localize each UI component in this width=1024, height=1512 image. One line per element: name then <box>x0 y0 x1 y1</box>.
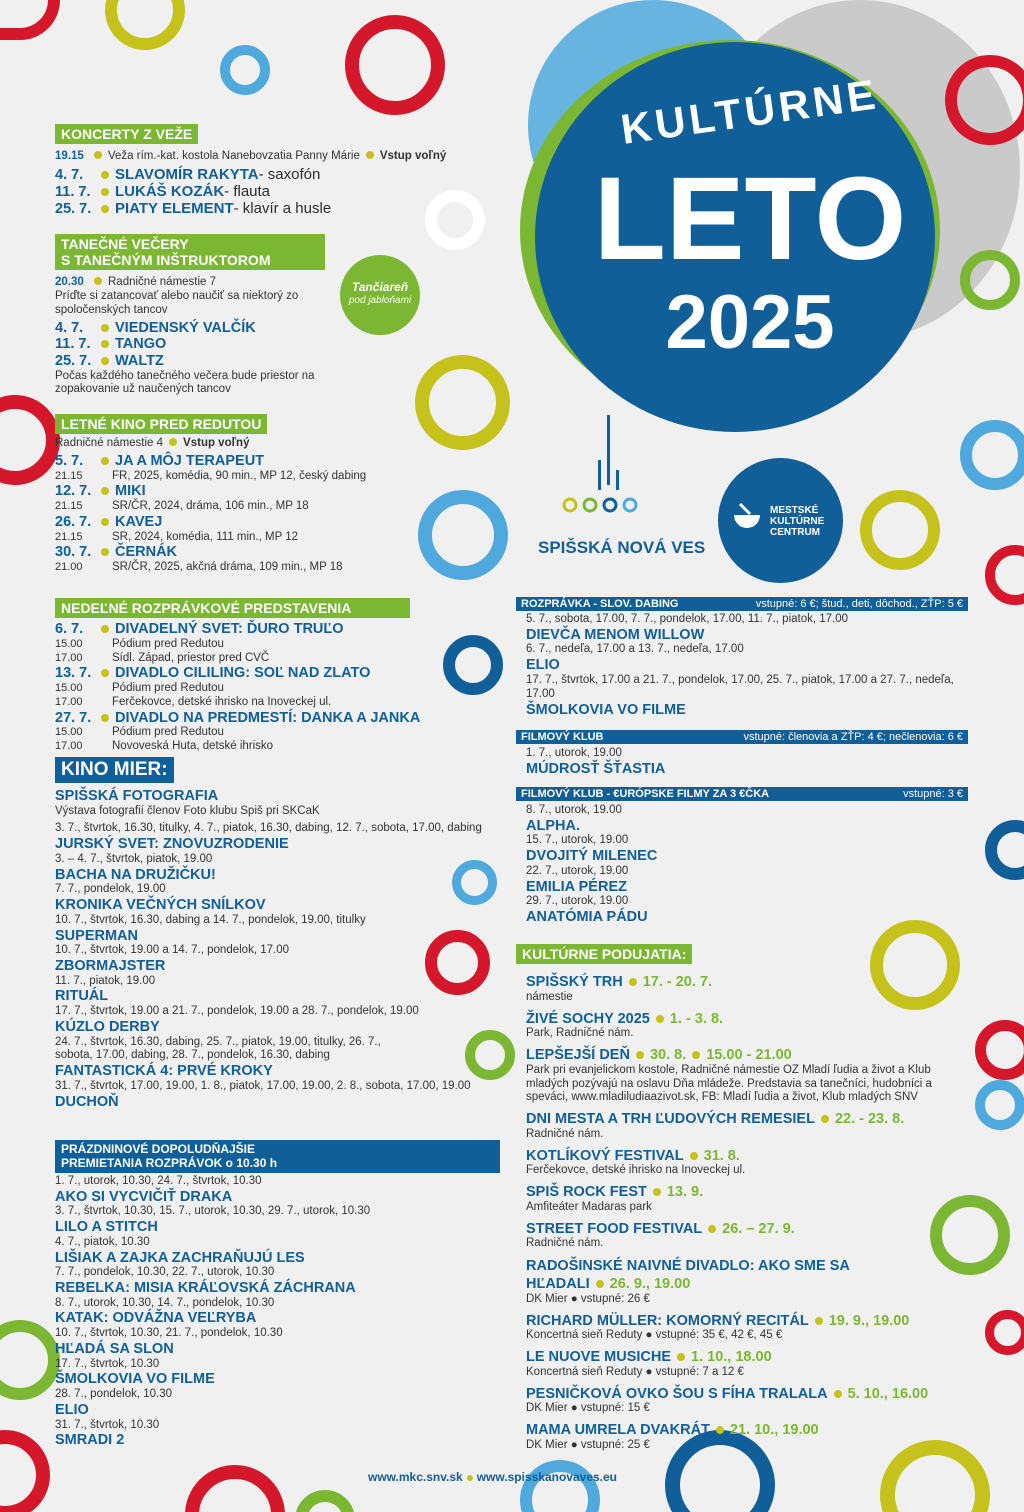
rozpravka-title: HĽADÁ SA SLON <box>55 1340 174 1357</box>
event-name: MAMA UMRELA DVAKRÁT <box>526 1422 710 1439</box>
rozpravka-info: 10. 7., štvrtok, 10.30, 21. 7., pondelok, 10.30 <box>55 1327 283 1340</box>
rozpravka-info: 17. 7., štvrtok, 10.30 <box>55 1357 160 1370</box>
film-date: 5. 7. <box>55 452 84 469</box>
section-tanecne <box>55 234 345 397</box>
kino-mier-title: DUCHOŇ <box>55 1093 119 1110</box>
koncert-inst: - klavír a husle <box>233 200 332 218</box>
event-date: 30. 8. <box>649 1047 687 1064</box>
nedelne-place: Ferčekovce, detské ihrisko na Inoveckej ul. <box>112 695 332 708</box>
film-info: SR/ČR, 2024, dráma, 106 min., MP 18 <box>112 500 309 513</box>
event-date: 26. – 27. 9. <box>722 1220 795 1237</box>
deco-ring <box>985 545 1024 605</box>
nedelne-date: 13. 7. <box>55 665 92 682</box>
rozpravka-info: 7. 7., pondelok, 10.30, 22. 7., utorok, 10.30 <box>55 1266 275 1279</box>
nedelne-place: Sídl. Západ, priestor pred CVČ <box>112 651 270 664</box>
tanecne-desc: Príďte si zatancovať alebo naučiť sa niektorý zo spoločenských tancov <box>55 289 299 316</box>
title-kulturne: KULTÚRNE <box>617 70 882 153</box>
rozpravka-title: KATAK: ODVÁŽNA VEĽRYBA <box>55 1310 257 1327</box>
event-date: 13. 9. <box>666 1184 704 1201</box>
kino-mier-info: 24. 7., štvrtok, 16.30, dabing, 25. 7., piatok, 19.00, titulky, 26. 7., sobota, 17.00, dabing, 28. 7., pondelok, 16.30, dabing <box>55 1035 381 1062</box>
footer-web1[interactable]: www.mkc.snv.sk <box>368 1470 463 1484</box>
rozpravka-info: 28. 7., pondelok, 10.30 <box>55 1388 173 1401</box>
nedelne-place: Novoveská Huta, detské ihrisko <box>112 740 274 753</box>
koncert-date: 4. 7. <box>55 166 84 183</box>
nedelne-place: Pódium pred Redutou <box>112 682 224 695</box>
tanecne-header1: TANEČNÉ VEČERY <box>61 236 189 252</box>
title-year: 2025 <box>665 280 835 365</box>
prazdninove-header <box>55 1140 500 1173</box>
event-name: LE NUOVE MUSICHE <box>526 1349 672 1366</box>
kino-mier-info: 17. 7., štvrtok, 19.00 a 21. 7., pondelok, 19.00 a 28. 7., pondelok, 19.00 <box>55 1005 419 1018</box>
kino-mier-title: JURSKÝ SVET: ZNOVUZRODENIE <box>55 836 289 853</box>
event-info: Park pri evanjelickom kostole, Radničné námestie OZ Mladí ľudia a život a Klub mladých pozývajú na oslavu Dňa mládeže. Predstavia sa tanečníci, hudobníci a speváci, www.mladiludiaazivot.sk, FB: Mladí ľudia a život, Klub mladých SNV <box>526 1063 932 1104</box>
nedelne-date: 27. 7. <box>55 709 92 726</box>
event-date: 1. 10., 18.00 <box>691 1349 772 1366</box>
deco-ring <box>0 0 60 40</box>
rozpravka-title: LIŠIAK A ZAJKA ZACHRAŇUJÚ LES <box>55 1249 305 1266</box>
tanec-date: 4. 7. <box>55 319 84 336</box>
section-kino-mier <box>55 757 505 1110</box>
koncert-inst: - saxofón <box>258 165 321 183</box>
event-time: 15.00 - 21.00 <box>706 1047 792 1064</box>
prazdninove-header1: PRÁZDNINOVÉ DOPOLUDŇAJŠIE <box>61 1142 256 1156</box>
event-info: Amfiteáter Madaras park <box>526 1200 652 1213</box>
nedelne-place: Pódium pred Redutou <box>112 637 224 650</box>
rozpravka-header: ROZPRÁVKA - SLOV. DABING <box>521 598 679 610</box>
tanec-date: 25. 7. <box>55 352 92 369</box>
event-name: SPIŠ ROCK FEST <box>526 1184 647 1201</box>
tanec-date: 11. 7. <box>55 336 91 353</box>
event-name: KOTLÍKOVÝ FESTIVAL <box>526 1147 684 1164</box>
kino-mier-title: SPIŠSKÁ FOTOGRAFIA <box>55 787 219 804</box>
nedelne-time: 17.00 <box>55 740 83 753</box>
nedelne-time: 17.00 <box>55 695 83 708</box>
filmovy-eu-dates: 29. 7., utorok, 19.00 <box>526 895 629 908</box>
kino-mier-title: SUPERMAN <box>55 927 138 944</box>
deco-ring <box>860 490 940 570</box>
filmovy-eu-dates: 15. 7., utorok, 19.00 <box>526 834 629 847</box>
film-time: 21.15 <box>55 530 83 543</box>
kino-mier-title: KÚZLO DERBY <box>55 1018 160 1035</box>
nedelne-name: DIVADLO CILILING: SOĽ NAD ZLATO <box>115 665 371 682</box>
event-info: Radničné nám. <box>526 1237 604 1250</box>
nedelne-time: 15.00 <box>55 637 83 650</box>
filmovy-eu-film: DVOJITÝ MILENEC <box>526 848 658 865</box>
kino-mier-header: KINO MIER: <box>55 757 174 783</box>
prazdninove-header2: PREMIETANIA ROZPRÁVOK o 10.30 h <box>61 1156 278 1171</box>
deco-ring <box>985 1310 1024 1355</box>
rozpravka-info: 8. 7., utorok, 10.30, 14. 7., pondelok, 10.30 <box>55 1296 275 1309</box>
event-info: Koncertná sieň Reduty ● vstupné: 7 a 12 € <box>526 1365 744 1378</box>
kino-mier-title: KRONIKA VEČNÝCH SNÍLKOV <box>55 897 266 914</box>
koncert-name: LUKÁŠ KOZÁK <box>115 183 225 201</box>
tanciaren-line2: pod jabloňami <box>348 295 412 306</box>
mkc-icon <box>732 500 762 530</box>
kino-mier-info: 10. 7., štvrtok, 19.00 a 14. 7., pondelok, 17.00 <box>55 944 289 957</box>
deco-ring <box>985 820 1024 880</box>
tanecne-header2: S TANEČNÝM INŠTRUKTOROM <box>61 252 271 269</box>
rozpravka-info: 3. 7., štvrtok, 10.30, 15. 7., utorok, 10.30, 29. 7., utorok, 10.30 <box>55 1205 371 1218</box>
koncert-date: 25. 7. <box>55 201 92 218</box>
nedelne-place: Pódium pred Redutou <box>112 726 224 739</box>
section-rozpravka <box>516 597 968 718</box>
film-info: SR, 2024, komédia, 111 min., MP 12 <box>112 530 299 543</box>
letne-kino-vstup: Vstup voľný <box>183 437 250 450</box>
film-time: 21.15 <box>55 469 83 482</box>
film-info: SR/ČR, 2025, akčná dráma, 109 min., MP 18 <box>112 560 343 573</box>
film-date: 30. 7. <box>55 544 92 561</box>
kino-mier-info: Výstava fotografií členov Foto klubu Spiš pri SKCaK <box>55 804 320 817</box>
kino-mier-title: ZBORMAJSTER <box>55 957 166 974</box>
filmovy-header: FILMOVÝ KLUB <box>521 731 604 743</box>
film-date: 26. 7. <box>55 513 92 530</box>
kino-mier-title: RITUÁL <box>55 988 109 1005</box>
filmovy-film: MÚDROSŤ ŠŤASTIA <box>526 760 666 777</box>
deco-ring <box>975 1080 1024 1130</box>
event-date: 21. 10., 19.00 <box>729 1422 819 1439</box>
podujatia-header: KULTÚRNE PODUJATIA: <box>516 944 692 964</box>
koncerty-vstup: Vstup voľný <box>379 150 447 163</box>
film-name: JA A MÔJ TERAPEUT <box>115 452 265 469</box>
filmovy-eu-price: vstupné: 3 € <box>903 788 963 800</box>
tanec-name: TANGO <box>115 336 167 353</box>
event-date: 5. 10., 16.00 <box>847 1385 929 1402</box>
event-date: 31. 8. <box>703 1147 740 1164</box>
deco-ring <box>0 1320 60 1400</box>
event-info: Ferčekovce, detské ihrisko na Inoveckej ul. <box>526 1164 746 1177</box>
deco-ring <box>520 1460 600 1512</box>
rozpravka-film: ŠMOLKOVIA VO FILME <box>526 701 686 718</box>
nedelne-time: 15.00 <box>55 682 83 695</box>
nedelne-name: DIVADLO NA PREDMESTÍ: DANKA A JANKA <box>115 709 421 726</box>
rozpravka-info: 1. 7., utorok, 10.30, 24. 7., štvrtok, 10.30 <box>55 1174 262 1187</box>
event-date: 26. 9., 19.00 <box>609 1275 691 1292</box>
tanciaren-line1: Tančiareň <box>351 280 409 294</box>
koncerty-place: Veža rím.-kat. kostola Nanebovzatia Panny Márie <box>108 150 360 163</box>
filmovy-price: vstupné: členovia a ZŤP: 4 €; nečlenovia: 6 € <box>743 731 963 743</box>
tanecne-time: 20.30 <box>55 276 84 289</box>
event-date: 22. - 23. 8. <box>834 1111 905 1128</box>
deco-ring <box>960 420 1024 490</box>
film-name: KAVEJ <box>115 513 163 530</box>
event-info: námestie <box>526 990 573 1003</box>
nedelne-time: 17.00 <box>55 651 83 664</box>
section-filmovy-klub <box>516 730 968 777</box>
koncert-name: SLAVOMÍR RAKYTA <box>115 165 259 183</box>
event-date: 1. - 3. 8. <box>669 1010 724 1027</box>
footer-web2[interactable]: www.spisskanovaves.eu <box>476 1470 618 1484</box>
kino-mier-info: 7. 7., pondelok, 19.00 <box>55 883 166 896</box>
letne-kino-header: LETNÉ KINO PRED REDUTOU <box>55 414 267 434</box>
rozpravka-title: REBELKA: MISIA KRÁĽOVSKÁ ZÁCHRANA <box>55 1279 356 1296</box>
kino-mier-title: BACHA NA DRUŽIČKU! <box>55 866 216 883</box>
event-name: PESNIČKOVÁ OVKO ŠOU S FÍHA TRALALA <box>526 1385 828 1402</box>
letne-kino-place: Radničné námestie 4 <box>55 437 164 450</box>
tanec-name: WALTZ <box>115 352 164 369</box>
nedelne-date: 6. 7. <box>55 621 84 638</box>
event-date: 17. - 20. 7. <box>642 974 713 991</box>
deco-ring <box>0 395 60 485</box>
film-time: 21.00 <box>55 560 83 573</box>
rozpravka-price: vstupné: 6 €; štud., deti, dôchod., ZŤP: 5 € <box>755 598 963 610</box>
section-nedelne <box>55 598 475 754</box>
rozpravka-title: ELIO <box>55 1401 89 1418</box>
deco-ring <box>185 1465 285 1512</box>
rozpravka-info: 4. 7., piatok, 10.30 <box>55 1235 150 1248</box>
event-name: DNI MESTA A TRH ĽUDOVÝCH REMESIEL <box>526 1111 815 1128</box>
filmovy-eu-dates: 22. 7., utorok, 19.00 <box>526 864 629 877</box>
rozpravka-title: SMRADI 2 <box>55 1432 125 1449</box>
city-logo-text: SPIŠSKÁ NOVÁ VES <box>538 538 706 557</box>
rozpravka-film: ELIO <box>526 657 560 674</box>
nedelne-header: NEDEĽNÉ ROZPRÁVKOVÉ PREDSTAVENIA <box>55 598 410 618</box>
event-info: DK Mier ● vstupné: 26 € <box>526 1292 650 1305</box>
rozpravka-dates: 5. 7., sobota, 17.00, 7. 7., pondelok, 17.00, 11. 7., piatok, 17.00 <box>526 613 849 625</box>
tanec-name: VIEDENSKÝ VALČÍK <box>115 319 256 336</box>
nedelne-name: DIVADELNÝ SVET: ĎURO TRUĽO <box>115 621 344 638</box>
event-info: Park, Radničné nám. <box>526 1027 634 1040</box>
deco-ring <box>220 45 270 95</box>
section-podujatia <box>516 944 966 1453</box>
filmovy-eu-header: FILMOVÝ KLUB - €URÓPSKE FILMY ZA 3 €ČKA <box>521 788 770 800</box>
deco-ring <box>105 0 185 50</box>
filmovy-eu-film: ANATÓMIA PÁDU <box>526 909 648 926</box>
kino-mier-info: 10. 7., štvrtok, 16.30, dabing a 14. 7., pondelok, 19.00, titulky <box>55 913 366 926</box>
city-logo-mark <box>560 415 650 525</box>
deco-ring <box>960 250 1020 310</box>
film-name: MIKI <box>115 483 146 500</box>
event-name: RICHARD MÜLLER: KOMORNÝ RECITÁL <box>526 1312 809 1329</box>
koncert-inst: - flauta <box>224 183 271 201</box>
section-letne-kino <box>55 414 455 575</box>
event-info: Koncertná sieň Reduty ● vstupné: 35 €, 42 €, 45 € <box>526 1329 783 1342</box>
rozpravka-title: AKO SI VYCVIČIŤ DRAKA <box>55 1188 233 1205</box>
film-date: 12. 7. <box>55 483 92 500</box>
tanecne-place: Radničné námestie 7 <box>108 276 217 289</box>
nedelne-time: 15.00 <box>55 726 83 739</box>
kino-mier-title: FANTASTICKÁ 4: PRVÉ KROKY <box>55 1063 273 1080</box>
filmovy-eu-film: ALPHA. <box>526 817 580 834</box>
event-date: 19. 9., 19.00 <box>828 1312 910 1329</box>
rozpravka-film: DIEVČA MENOM WILLOW <box>526 626 705 643</box>
rozpravka-title: LILO A STITCH <box>55 1219 158 1236</box>
kino-mier-info: 3. – 4. 7., štvrtok, piatok, 19.00 <box>55 852 213 865</box>
section-prazdninove <box>55 1140 505 1449</box>
section-koncerty <box>55 124 505 218</box>
event-name: ŽIVÉ SOCHY 2025 <box>526 1010 650 1027</box>
film-name: ČERNÁK <box>115 544 178 561</box>
footer <box>368 1470 668 1484</box>
deco-ring <box>0 1430 50 1512</box>
event-name: STREET FOOD FESTIVAL <box>526 1220 703 1237</box>
rozpravka-dates: 6. 7., nedeľa, 17.00 a 13. 7., nedeľa, 17.00 <box>526 643 744 656</box>
tanecne-note: Počas každého tanečného večera bude priestor na zopakovanie už naučených tancov <box>55 369 315 396</box>
koncert-name: PIATY ELEMENT <box>115 200 234 218</box>
event-info: DK Mier ● vstupné: 25 € <box>526 1438 650 1451</box>
filmovy-eu-dates: 8. 7., utorok, 19.00 <box>526 804 622 816</box>
event-name: SPIŠSKÝ TRH <box>526 974 623 991</box>
kino-mier-info: 11. 7., piatok, 19.00 <box>55 974 156 987</box>
mkc-text: MESTSKÉ KULTÚRNE CENTRUM <box>770 505 825 538</box>
film-time: 21.15 <box>55 500 83 513</box>
rozpravka-info: 31. 7., štvrtok, 10.30 <box>55 1418 160 1431</box>
koncerty-time: 19.15 <box>55 150 84 163</box>
koncert-date: 11. 7. <box>55 184 91 201</box>
deco-ring <box>295 1490 355 1512</box>
event-name: LEPŠEJŠÍ DEŇ <box>526 1047 630 1064</box>
rozpravka-dates: 17. 7., štvrtok, 17.00 a 21. 7., pondelok, 17.00, 25. 7., piatok, 17.00 a 27. 7., nedeľa, 17.00 <box>526 673 954 700</box>
tanecne-header <box>55 234 325 270</box>
filmovy-dates: 1. 7., utorok, 19.00 <box>526 747 622 759</box>
event-info: DK Mier ● vstupné: 15 € <box>526 1402 650 1415</box>
event-info: Radničné nám. <box>526 1127 604 1140</box>
kino-mier-info: 3. 7., štvrtok, 16.30, titulky, 4. 7., piatok, 16.30, dabing, 12. 7., sobota, 17.00, dabing <box>55 822 482 835</box>
rozpravka-title: ŠMOLKOVIA VO FILME <box>55 1371 215 1388</box>
title-leto: LETO <box>593 153 907 285</box>
kino-mier-info: 31. 7., štvrtok, 17.00, 19.00, 1. 8., piatok, 17.00, 19.00, 2. 8., sobota, 17.00, 19.00 <box>55 1079 471 1092</box>
section-filmovy-eu <box>516 787 968 926</box>
deco-ring <box>345 15 445 115</box>
event-name: RADOŠINSKÉ NAIVNÉ DIVADLO: AKO SME SA HĽADALI <box>526 1257 850 1292</box>
deco-ring <box>975 1020 1024 1080</box>
koncerty-header: KONCERTY Z VEŽE <box>55 124 198 144</box>
film-info: FR, 2025, komédia, 90 min., MP 12, český dabing <box>112 469 367 482</box>
filmovy-eu-film: EMILIA PÉREZ <box>526 878 627 895</box>
